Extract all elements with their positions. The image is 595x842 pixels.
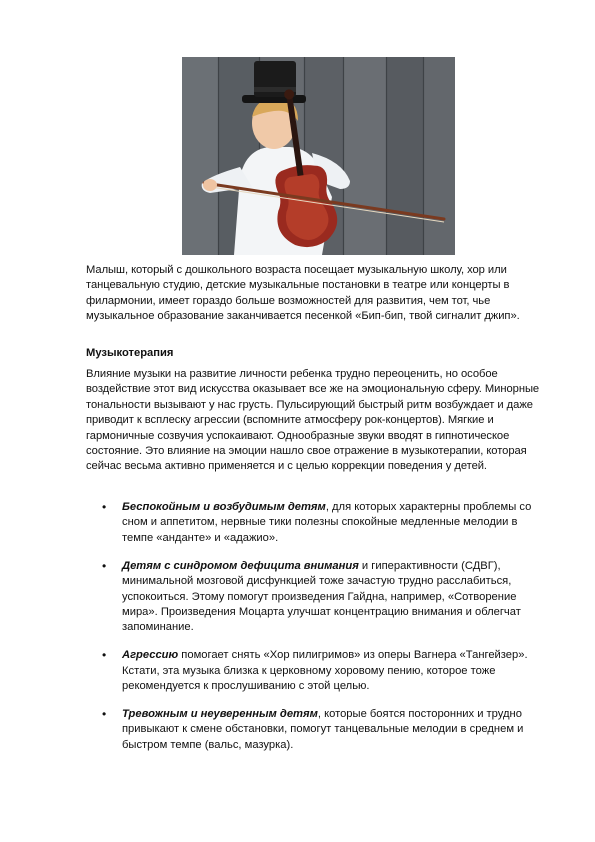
list-item-lead: Агрессию: [122, 649, 179, 662]
section-heading: Музыкотерапия: [86, 347, 174, 359]
body-paragraph: Влияние музыки на развитие личности ребенка трудно переоценить, но особое воздействие этот вид искусства оказывает все же на эмоциональную сферу. Минорные тональности вызывают у нас грусть. Пульсирующий быстрый ритм возбуждает и даже приводит к всплеску агрессии (вспомните атмосферу рок-концертов). Мягкие и гармоничные созвучия успокаивают. Однообразные звуки вводят в гипнотическое состояние. Это влияние на эмоции нашло свое отражение в музыкотерапии, которая сейчас весьма активно применяется и с целью коррекции поведения у детей.: [86, 368, 540, 473]
list-item-lead: Детям с синдромом дефицита внимания: [122, 559, 359, 572]
list-item: [86, 500, 546, 546]
list-item-text: и гиперактивности (СДВГ), минимальной мозговой дисфункцией тоже зачастую трудно расслабиться, успокоиться. Этому помогут произведения Гайдна, например, «Сотворение мира». Произведения Моцарта улучшат концентрацию внимания и облегчат запоминание.: [122, 559, 521, 634]
list-item-lead: Беспокойным и возбудимым детям: [122, 501, 326, 513]
list-item: [86, 707, 546, 753]
bullet-icon: •: [102, 500, 107, 514]
list-item-text: , для которых характерны проблемы со сном и аппетитом, нервные тики полезны спокойные медленные мелодии в темпе «анданте» и «адажио».: [122, 501, 532, 544]
boy-with-violin-photo: [182, 57, 455, 255]
list-item-text: помогает снять «Хор пилигримов» из оперы Вагнера «Тангейзер». Кстати, эта музыка близка к церковному хоровому пению, которое тоже рекомендуется к прослушиванию с этой целью.: [122, 649, 528, 693]
bullet-icon: •: [102, 706, 107, 721]
list-item: [86, 648, 546, 694]
list-item: [86, 559, 546, 636]
bullet-icon: •: [102, 648, 107, 663]
intro-paragraph: Малыш, который с дошкольного возраста посещает музыкальную школу, хор или танцевальную студию, детские музыкальные постановки в театре или концерты в филармонии, имеет гораздо больше возможностей для развития, чем тот, чье музыкальное образование заканчивается песенкой «Бип-бип, твой сигналит джип».: [86, 264, 520, 323]
list-item-lead: Тревожным и неуверенным детям: [122, 707, 318, 720]
list-item-text: , которые боятся посторонних и трудно привыкают к смене обстановки, помогут танцевальные мелодии в среднем и быстром темпе (вальс, мазурка).: [122, 707, 524, 751]
bullet-icon: •: [102, 558, 107, 573]
recommendations-list: [86, 500, 546, 766]
